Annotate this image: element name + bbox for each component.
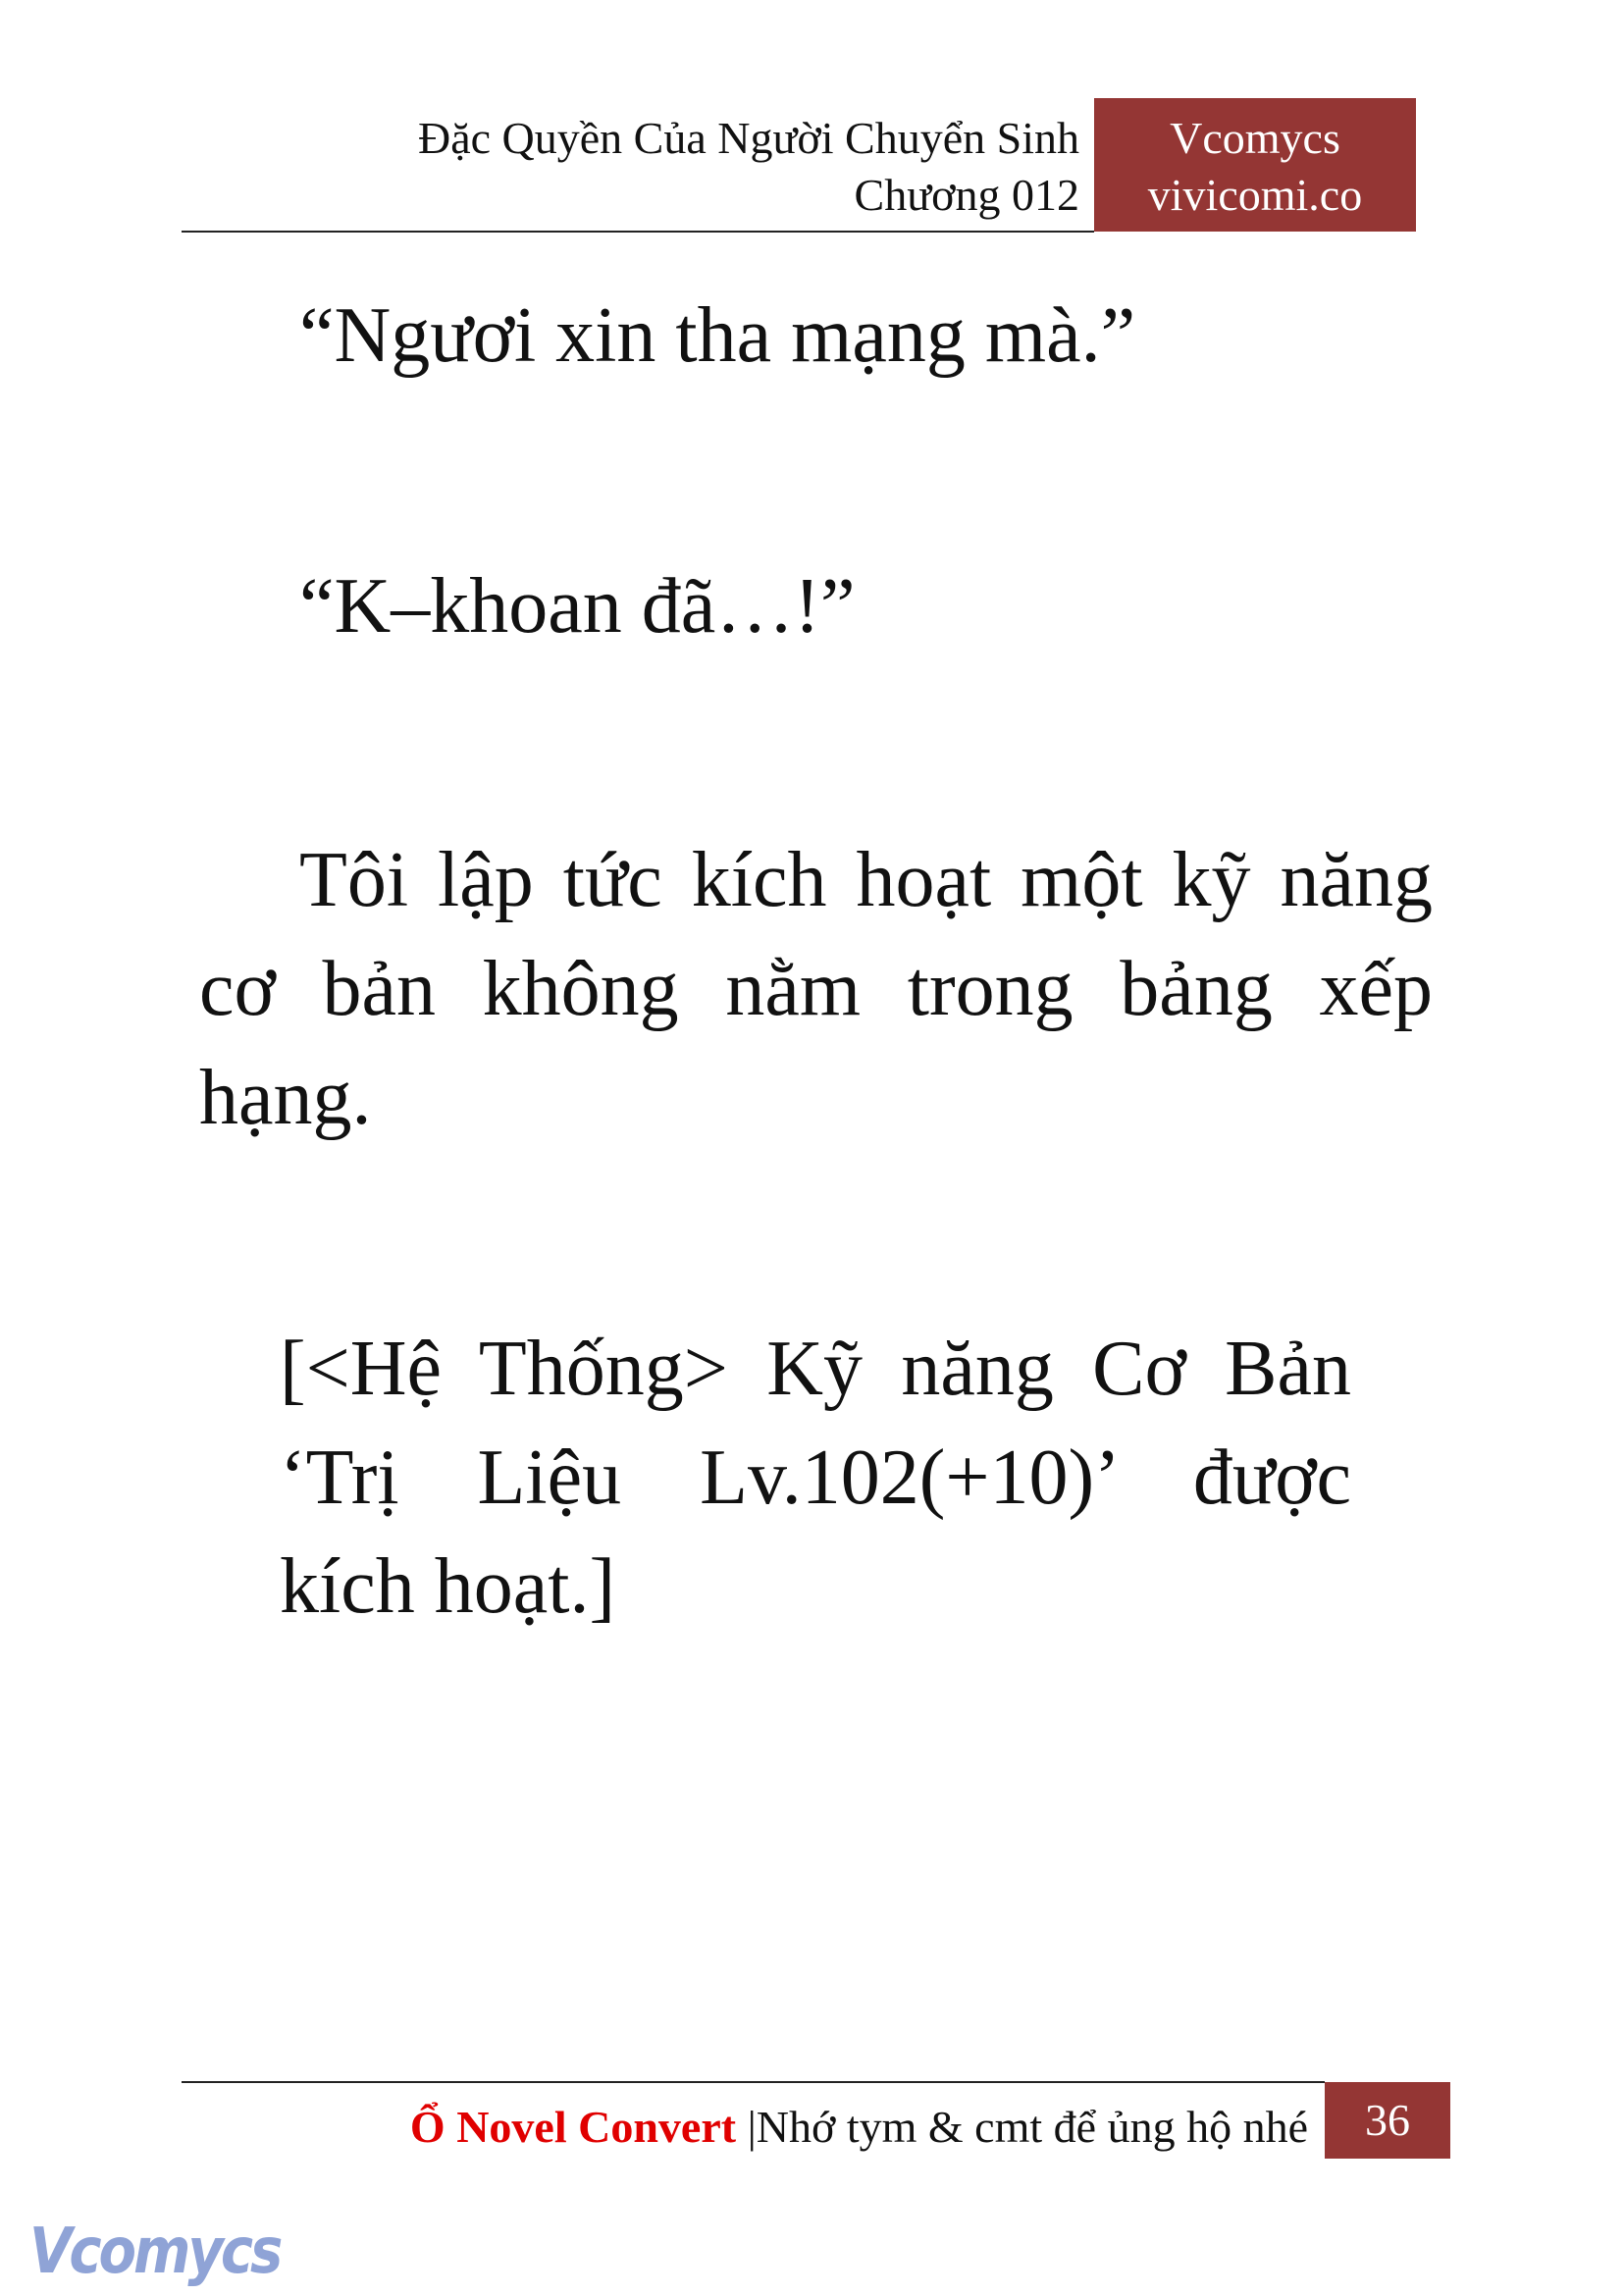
chapter-label: Chương 012 — [854, 170, 1079, 220]
paragraph-2: “K–khoan đã…!” — [299, 563, 856, 650]
paragraph-3-line-3: hạng. — [199, 1055, 372, 1141]
page-number: 36 — [1325, 2082, 1450, 2159]
footer-message: Nhớ tym & cmt để ủng hộ nhé — [756, 2102, 1308, 2152]
paragraph-4-line-1: [<Hệ Thống> Kỹ năng Cơ Bản — [280, 1326, 1351, 1412]
footer-brand: Ổ Novel Convert — [409, 2102, 737, 2152]
footer-divider — [182, 2081, 1325, 2083]
brand-site: vivicomi.co — [1147, 170, 1363, 220]
running-header — [418, 110, 1079, 224]
footer-text — [410, 2098, 1308, 2157]
book-title: Đặc Quyền Của Người Chuyển Sinh — [417, 113, 1079, 163]
header-divider — [182, 231, 1094, 233]
footer-separator: | — [747, 2102, 757, 2152]
brand-name: Vcomycs — [1170, 113, 1340, 163]
brand-box — [1094, 98, 1416, 232]
paragraph-3-line-2: cơ bản không nằm trong bảng xếp — [199, 946, 1433, 1032]
paragraph-1: “Ngươi xin tha mạng mà.” — [299, 292, 1136, 379]
paragraph-4-line-3: kích hoạt.] — [280, 1543, 616, 1630]
paragraph-3-line-1: Tôi lập tức kích hoạt một kỹ năng — [299, 837, 1433, 923]
paragraph-4-line-2: ‘Trị Liệu Lv.102(+10)’ được — [280, 1434, 1351, 1521]
watermark-logo: Vcomycs — [29, 2215, 281, 2288]
